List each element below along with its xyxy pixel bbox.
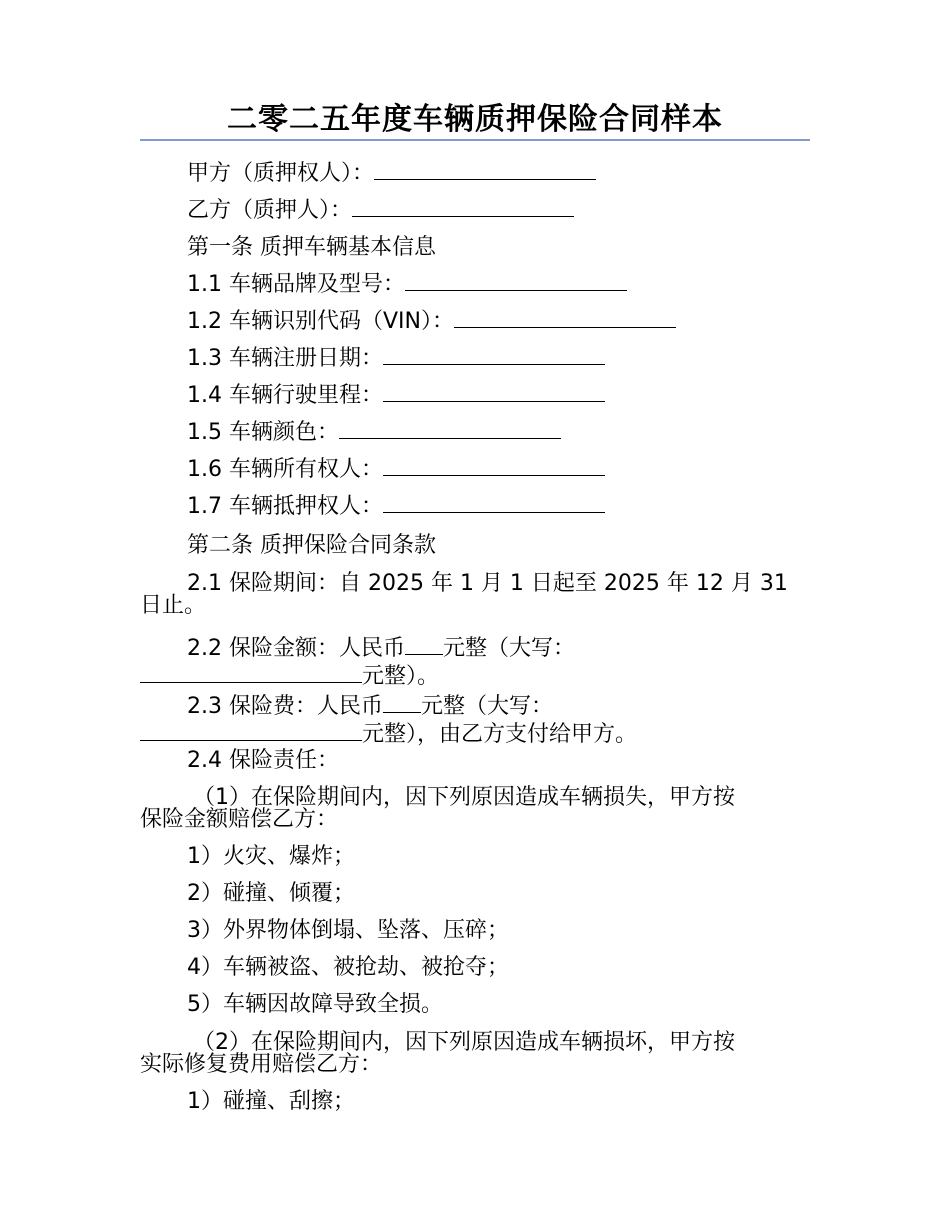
vehicle-vin-label: 1.2 车辆识别代码（VIN）： xyxy=(187,309,454,334)
list-item: 1）火灾、爆炸； xyxy=(187,844,355,869)
list-item: 3）外界物体倒塌、坠落、压碎； xyxy=(187,918,509,943)
clause1-line-1: （1）在保险期间内，因下列原因造成车辆损失，甲方按 xyxy=(193,785,735,810)
party-a-line xyxy=(140,155,867,192)
vehicle-info-item xyxy=(140,488,867,525)
fee-number-blank[interactable] xyxy=(383,690,421,713)
fee-mid: 元整（大写： xyxy=(420,694,553,719)
vehicle-brand-blank[interactable] xyxy=(405,268,627,291)
amount-prefix: 2.2 保险金额：人民币 xyxy=(187,636,405,661)
vehicle-reg-date-label: 1.3 车辆注册日期： xyxy=(187,346,383,371)
vehicle-info-item xyxy=(140,303,867,340)
vehicle-info-item xyxy=(140,340,867,377)
vehicle-info-item xyxy=(140,377,867,414)
list-item: 1）碰撞、刮擦； xyxy=(187,1089,355,1114)
fee-suffix: 元整），由乙方支付给甲方。 xyxy=(362,722,638,747)
vehicle-info-item xyxy=(140,266,867,303)
vehicle-color-label: 1.5 车辆颜色： xyxy=(187,420,339,445)
party-b-label: 乙方（质押人）： xyxy=(187,198,353,223)
fee-line-1 xyxy=(140,690,820,718)
clause1-line-2: 保险金额赔偿乙方： xyxy=(140,807,339,832)
vehicle-owner-blank[interactable] xyxy=(383,453,605,476)
title-underline xyxy=(140,139,810,141)
vehicle-owner-label: 1.6 车辆所有权人： xyxy=(187,457,383,482)
fee-words-blank[interactable] xyxy=(140,718,362,741)
vehicle-vin-blank[interactable] xyxy=(454,305,676,328)
fee-prefix: 2.3 保险费：人民币 xyxy=(187,694,383,719)
article1-heading: 第一条 质押车辆基本信息 xyxy=(187,235,436,260)
amount-number-blank[interactable] xyxy=(405,632,443,655)
vehicle-info-item xyxy=(140,414,867,451)
document-title: 二零二五年度车辆质押保险合同样本 xyxy=(227,102,723,137)
party-b-line xyxy=(140,192,867,229)
list-item: 4）车辆被盗、被抢劫、被抢夺； xyxy=(187,955,509,980)
insurance-amount-clause xyxy=(140,632,820,688)
vehicle-mileage-label: 1.4 车辆行驶里程： xyxy=(187,383,383,408)
amount-line-2 xyxy=(140,660,820,688)
article2-heading: 第二条 质押保险合同条款 xyxy=(187,533,436,558)
vehicle-mileage-blank[interactable] xyxy=(383,379,605,402)
insurance-period-clause xyxy=(140,573,820,617)
vehicle-mortgagee-label: 1.7 车辆抵押权人： xyxy=(187,494,383,519)
liability-clause-2 xyxy=(140,1032,820,1076)
amount-words-blank[interactable] xyxy=(140,660,362,683)
vehicle-info-item xyxy=(140,451,867,488)
party-a-label: 甲方（质押权人）： xyxy=(187,161,375,186)
liability-clause-1 xyxy=(140,787,820,831)
vehicle-mortgagee-blank[interactable] xyxy=(383,490,605,513)
amount-suffix: 元整）。 xyxy=(362,664,440,689)
list-item: 5）车辆因故障导致全损。 xyxy=(187,992,443,1017)
amount-mid: 元整（大写： xyxy=(442,636,575,661)
clause2-line-2: 实际修复费用赔偿乙方： xyxy=(140,1052,383,1077)
period-line-2: 日止。 xyxy=(140,593,207,618)
vehicle-brand-label: 1.1 车辆品牌及型号： xyxy=(187,272,405,297)
party-b-blank[interactable] xyxy=(352,194,574,217)
clause2-line-1: （2）在保险期间内，因下列原因造成车辆损坏，甲方按 xyxy=(193,1030,735,1055)
amount-line-1 xyxy=(140,632,820,660)
liability-heading: 2.4 保险责任： xyxy=(187,748,339,773)
insurance-fee-clause xyxy=(140,690,820,746)
party-a-blank[interactable] xyxy=(374,157,596,180)
vehicle-reg-date-blank[interactable] xyxy=(383,342,605,365)
list-item: 2）碰撞、倾覆； xyxy=(187,881,355,906)
vehicle-color-blank[interactable] xyxy=(339,416,561,439)
period-line-1: 2.1 保险期间：自 2025 年 1 月 1 日起至 2025 年 12 月 31 xyxy=(187,571,788,596)
